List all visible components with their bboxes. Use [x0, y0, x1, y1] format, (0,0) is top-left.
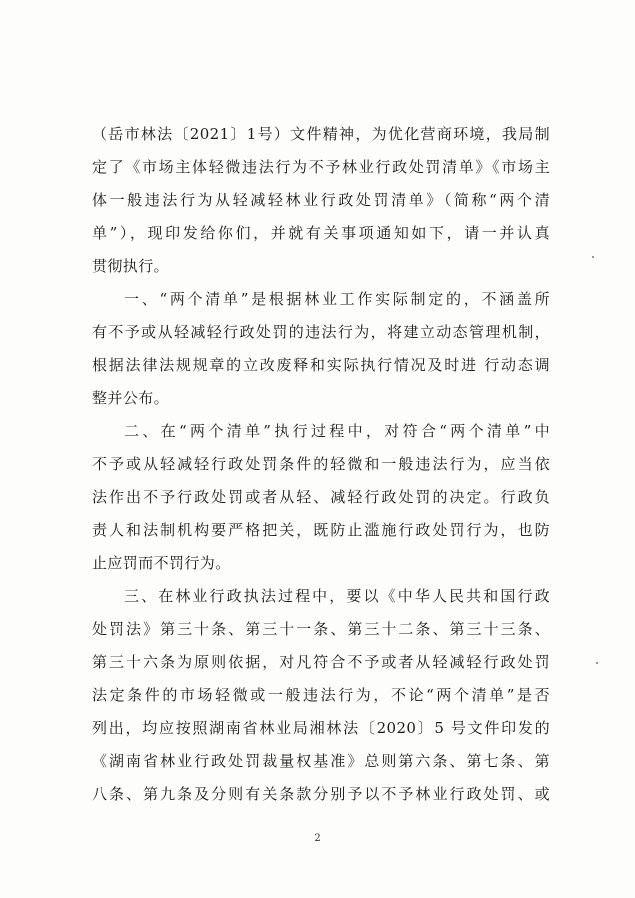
text-line-19: 列出，均应按照湖南省林业局湘林法〔2020〕5 号文件印发的: [92, 719, 550, 737]
text-line-15: 三、在林业行政执法过程中，要以《中华人民共和国行政: [124, 587, 550, 605]
text-line-9: 整并公布。: [92, 389, 170, 407]
text-line-16: 处罚法》第三十条、第三十一条、第三十二条、第三十三条、: [92, 620, 550, 638]
text-line-21: 八条、第九条及分则有关条款分别予以不予林业行政处罚、或: [92, 785, 550, 803]
scan-speck: [596, 662, 598, 664]
text-line-5: 贯彻执行。: [92, 257, 170, 275]
page-number: 2: [314, 833, 321, 844]
text-line-2: 定了《市场主体轻微违法行为不予林业行政处罚清单》《市场主: [92, 158, 550, 176]
text-line-18: 法定条件的市场轻微或一般违法行为，不论“两个清单”是否: [92, 686, 550, 704]
text-line-6: 一、“两个清单”是根据林业工作实际制定的，不涵盖所: [124, 290, 550, 308]
text-line-1: （岳市林法〔2021〕1号）文件精神，为优化营商环境，我局制: [92, 125, 550, 143]
text-line-11: 不予或从轻减轻行政处罚条件的轻微和一般违法行为，应当依: [92, 455, 550, 473]
text-line-10: 二、在“两个清单”执行过程中，对符合“两个清单”中: [124, 422, 550, 440]
text-line-12: 法作出不予行政处罚或者从轻、减轻行政处罚的决定。行政负: [92, 488, 550, 506]
text-line-13: 责人和法制机构要严格把关，既防止滥施行政处罚行为，也防: [92, 521, 550, 539]
scan-speck: [592, 256, 594, 258]
text-line-14: 止应罚而不罚行为。: [92, 554, 231, 572]
text-line-17: 第三十六条为原则依据，对凡符合不予或者从轻减轻行政处罚: [92, 653, 550, 671]
text-line-3: 体一般违法行为从轻减轻林业行政处罚清单》（简称“两个清: [92, 191, 550, 209]
text-line-7: 有不予或从轻减轻行政处罚的违法行为，将建立动态管理机制，: [92, 323, 550, 341]
text-line-8: 根据法律法规规章的立改废释和实际执行情况及时进 行动态调: [92, 356, 550, 374]
text-line-4: 单”），现印发给你们，并就有关事项通知如下，请一并认真: [92, 224, 550, 242]
text-line-20: 《湖南省林业行政处罚裁量权基准》总则第六条、第七条、第: [92, 752, 550, 770]
